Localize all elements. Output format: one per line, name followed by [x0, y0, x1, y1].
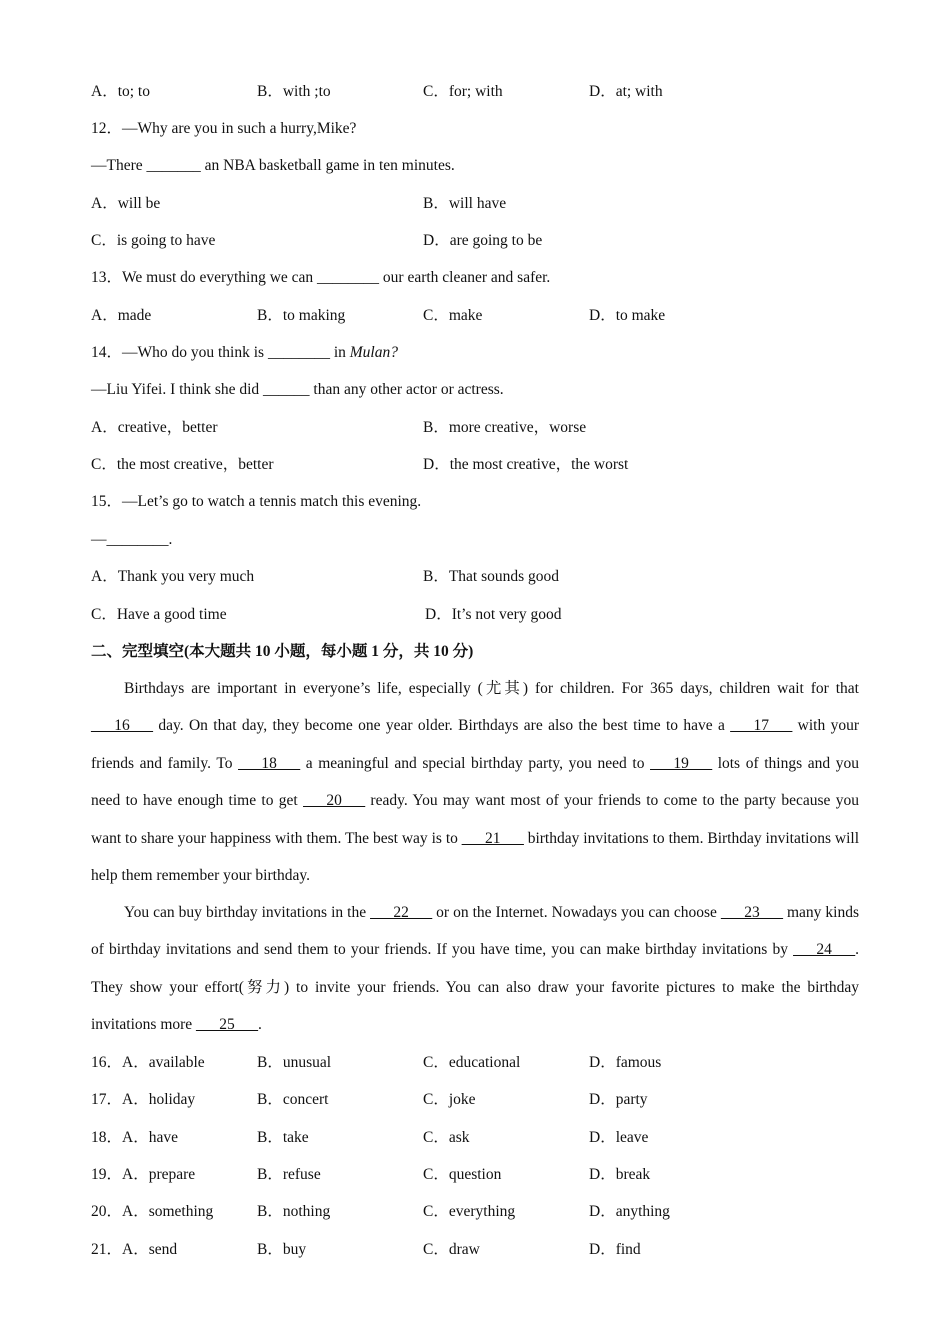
q18-option-c: C．ask — [423, 1129, 470, 1146]
q16-option-d: D．famous — [589, 1054, 662, 1071]
q17-option-b: B．concert — [257, 1091, 329, 1108]
q13-option-a: A．made — [91, 307, 152, 324]
passage-text: ready. You may want most of your friends to come to the party because you want to share your happiness with them. The best way is to — [91, 792, 859, 847]
passage-text: or on the Internet. Nowadays you can choose — [432, 904, 721, 921]
passage-paragraph-2 — [91, 894, 859, 1044]
blank-24: ___24___ — [793, 941, 856, 959]
q11-option-d: D．at; with — [589, 83, 663, 100]
passage-text: many kinds of birthday invitations and send them to your friends. If you have time, you can make birthday invitations by — [91, 904, 859, 959]
q14-option-b: B．more creative，worse — [423, 419, 587, 436]
q12-stem: 12．—Why are you in such a hurry,Mike? — [91, 120, 357, 137]
q21-option-a: 21．A．send — [91, 1241, 178, 1258]
q17-option-a: 17．A．holiday — [91, 1091, 196, 1108]
passage-text: a meaningful and special birthday party, you need to — [300, 754, 651, 772]
q20-option-a: 20．A．something — [91, 1203, 214, 1220]
blank-21: ___21___ — [461, 829, 524, 847]
passage-text: . They show your effort(努力) to invite your friends. You can also draw your favorite pictures to make the birthday invitations more — [91, 941, 859, 1034]
q13-stem: 13．We must do everything we can ________ our earth cleaner and safer. — [91, 269, 551, 286]
q11-option-a: A．to; to — [91, 83, 150, 100]
q12-option-c: C．is going to have — [91, 232, 216, 249]
q14-line2: —Liu Yifei. I think she did ______ than any other actor or actress. — [91, 381, 504, 398]
q11-option-c: C．for; with — [423, 83, 503, 100]
passage-text: You can buy birthday invitations in the — [124, 904, 371, 921]
q21-option-c: C．draw — [423, 1241, 480, 1258]
q16-option-c: C．educational — [423, 1054, 521, 1071]
blank-17: ___17___ — [730, 717, 793, 735]
blank-23: ___23___ — [720, 904, 783, 921]
passage-text: . — [258, 1016, 262, 1034]
passage-paragraph-1 — [91, 670, 859, 894]
q19-option-a: 19．A．prepare — [91, 1166, 196, 1183]
blank-16: ___16___ — [91, 717, 153, 735]
q14-option-d: D．the most creative，the worst — [423, 456, 629, 473]
q17-option-d: D．party — [589, 1091, 648, 1108]
blank-18: ___18___ — [238, 754, 301, 772]
passage-text: lots of things and you need to have enough time to get — [91, 754, 859, 810]
q14-option-a: A．creative，better — [91, 419, 218, 436]
q15-option-b: B．That sounds good — [423, 568, 560, 585]
q14-stem-text: 14．—Who do you think is ________ in — [91, 344, 350, 361]
blank-19: ___19___ — [650, 754, 713, 772]
q17-option-c: C．joke — [423, 1091, 476, 1108]
q14-stem — [91, 343, 398, 363]
q12-option-a: A．will be — [91, 195, 161, 212]
q12-option-d: D．are going to be — [423, 232, 543, 249]
q18-option-d: D．leave — [589, 1129, 649, 1146]
passage-text: Birthdays are important in everyone’s life, especially (尤其) for children. For 365 days, children wait for that — [124, 680, 859, 697]
q12-option-b: B．will have — [423, 195, 507, 212]
blank-25: ___25___ — [196, 1016, 259, 1034]
passage-text: day. On that day, they become one year older. Birthdays are also the best time to have a — [153, 717, 731, 735]
q12-line2: —There _______ an NBA basketball game in ten minutes. — [91, 157, 455, 174]
q16-option-a: 16．A．available — [91, 1054, 205, 1071]
section2-heading: 二、完型填空(本大题共 10 小题，每小题 1 分，共 10 分) — [91, 643, 474, 660]
q20-option-b: B．nothing — [257, 1203, 331, 1220]
passage-text: with your friends and family. To — [91, 717, 860, 772]
q15-line2: —________. — [91, 531, 173, 548]
q13-option-c: C．make — [423, 307, 483, 324]
q19-option-c: C．question — [423, 1166, 502, 1183]
q18-option-a: 18．A．have — [91, 1129, 178, 1146]
q19-option-b: B．refuse — [257, 1166, 321, 1183]
q14-option-c: C．the most creative，better — [91, 456, 274, 473]
q13-option-b: B．to making — [257, 307, 346, 324]
q11-option-b: B．with ;to — [257, 83, 331, 100]
blank-20: ___20___ — [303, 792, 366, 810]
q20-option-d: D．anything — [589, 1203, 670, 1220]
q14-movie-title: Mulan? — [349, 344, 398, 361]
q18-option-b: B．take — [257, 1129, 309, 1146]
q20-option-c: C．everything — [423, 1203, 516, 1220]
q15-option-d: D．It’s not very good — [425, 606, 562, 623]
q15-option-c: C．Have a good time — [91, 606, 227, 623]
q16-option-b: B．unusual — [257, 1054, 332, 1071]
q21-option-b: B．buy — [257, 1241, 307, 1258]
q13-option-d: D．to make — [589, 307, 666, 324]
q15-option-a: A．Thank you very much — [91, 568, 255, 585]
blank-22: ___22___ — [370, 904, 433, 921]
passage-text: birthday invitations to them. Birthday invitations will help them remember your birthday. — [91, 829, 859, 885]
q19-option-d: D．break — [589, 1166, 651, 1183]
q15-stem: 15．—Let’s go to watch a tennis match this evening. — [91, 493, 422, 510]
q21-option-d: D．find — [589, 1241, 641, 1258]
